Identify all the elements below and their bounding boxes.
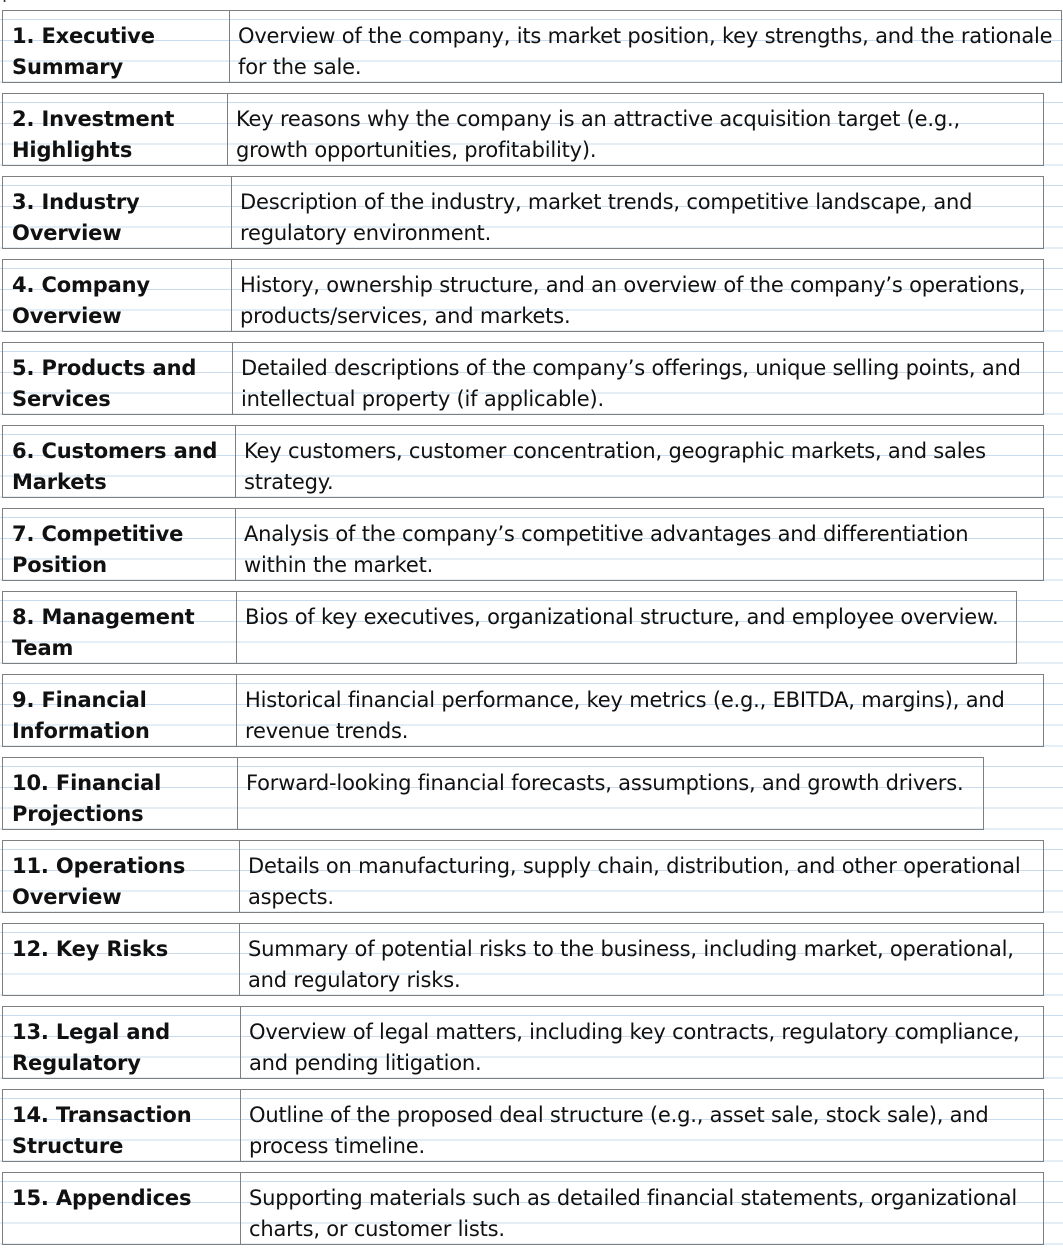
section-label: 4. Company Overview <box>12 273 150 328</box>
section-row <box>2 591 1017 664</box>
section-label: 14. Transaction Structure <box>12 1103 192 1158</box>
section-description: Overview of legal matters, including key contracts, regulatory compliance, and pending litigation. <box>240 1007 1043 1078</box>
section-label: 5. Products and Services <box>12 356 197 411</box>
section-row <box>2 840 1044 913</box>
section-description: Key reasons why the company is an attractive acquisition target (e.g., growth opportunities, profitability). <box>227 94 1043 165</box>
section-description: History, ownership structure, and an overview of the company’s operations, products/services, and markets. <box>231 260 1043 331</box>
section-description: Description of the industry, market trends, competitive landscape, and regulatory environment. <box>231 177 1043 248</box>
section-description: Bios of key executives, organizational structure, and employee overview. <box>236 592 1016 663</box>
section-row <box>2 259 1044 332</box>
section-row <box>2 176 1044 249</box>
section-row <box>2 1172 1044 1245</box>
section-row <box>2 425 1044 498</box>
section-description: Supporting materials such as detailed financial statements, organizational charts, or customer lists. <box>240 1173 1043 1244</box>
section-description: Forward-looking financial forecasts, assumptions, and growth drivers. <box>237 758 983 829</box>
section-label: 15. Appendices <box>12 1186 192 1210</box>
section-description: Key customers, customer concentration, geographic markets, and sales strategy. <box>235 426 1043 497</box>
section-row <box>2 508 1044 581</box>
section-description: Historical financial performance, key metrics (e.g., EBITDA, margins), and revenue trends. <box>236 675 1043 746</box>
section-label: 9. Financial Information <box>12 688 150 743</box>
section-label: 12. Key Risks <box>12 937 169 961</box>
section-description: Details on manufacturing, supply chain, distribution, and other operational aspects. <box>239 841 1043 912</box>
section-description: Summary of potential risks to the business, including market, operational, and regulatory risks. <box>239 924 1043 995</box>
section-label: 11. Operations Overview <box>12 854 186 909</box>
section-label: 6. Customers and Markets <box>12 439 218 494</box>
section-label: 7. Competitive Position <box>12 522 184 577</box>
section-label: 3. Industry Overview <box>12 190 140 245</box>
section-description: Analysis of the company’s competitive advantages and differentiation within the market. <box>235 509 1043 580</box>
cut-off-text-line <box>0 0 1063 4</box>
section-label: 13. Legal and Regulatory <box>12 1020 171 1075</box>
section-label: 1. Executive Summary <box>12 24 155 79</box>
section-row <box>2 674 1044 747</box>
section-label: 8. Management Team <box>12 605 195 660</box>
section-row <box>2 93 1044 166</box>
section-description: Overview of the company, its market position, key strengths, and the rationale for the sale. <box>229 11 1061 82</box>
section-row <box>2 1089 1044 1162</box>
section-label: 2. Investment Highlights <box>12 107 175 162</box>
section-description: Outline of the proposed deal structure (e.g., asset sale, stock sale), and process timeline. <box>240 1090 1043 1161</box>
section-row <box>2 342 1044 415</box>
section-description: Detailed descriptions of the company’s offerings, unique selling points, and intellectual property (if applicable). <box>232 343 1043 414</box>
section-row <box>2 10 1062 83</box>
section-label: 10. Financial Projections <box>12 771 162 826</box>
section-row <box>2 923 1044 996</box>
section-row <box>2 757 984 830</box>
section-row <box>2 1006 1044 1079</box>
